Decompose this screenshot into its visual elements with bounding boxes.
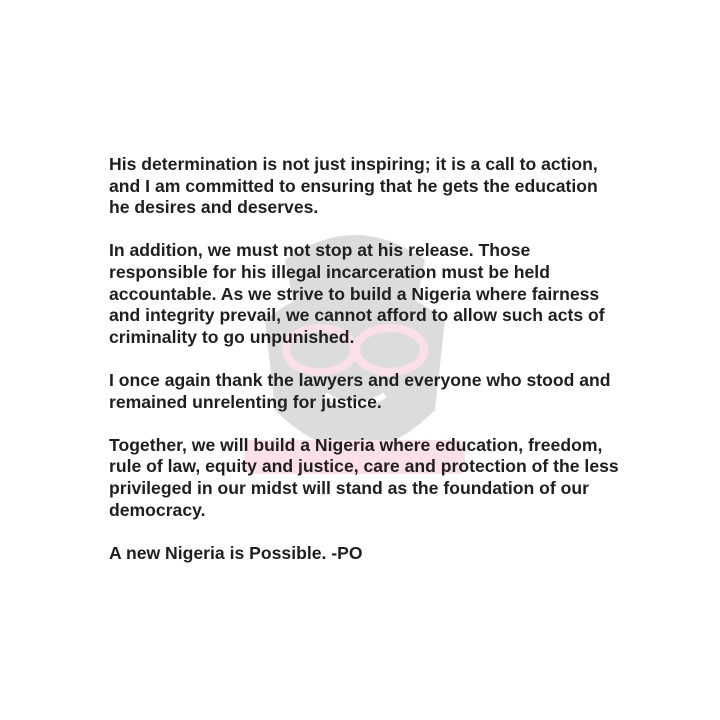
statement-body	[109, 154, 629, 564]
paragraph-thanks: I once again thank the lawyers and everyone who stood and remained unrelenting for justice.	[109, 369, 611, 412]
paragraph-together: Together, we will build a Nigeria where education, freedom, rule of law, equity and justice, care and protection of the less privileged in our midst will stand as the foundation of our democracy.	[109, 434, 619, 520]
paragraph-accountability: In addition, we must not stop at his release. Those responsible for his illegal incarceration must be held accountable. As we strive to build a Nigeria where fairness and integrity prevail, we cannot afford to allow such acts of criminality to go unpunished.	[109, 240, 605, 347]
paragraph-determination: His determination is not just inspiring; it is a call to action, and I am committed to ensuring that he gets the education he desires and deserves.	[109, 154, 598, 218]
paragraph-signoff: A new Nigeria is Possible. -PO	[109, 542, 363, 563]
